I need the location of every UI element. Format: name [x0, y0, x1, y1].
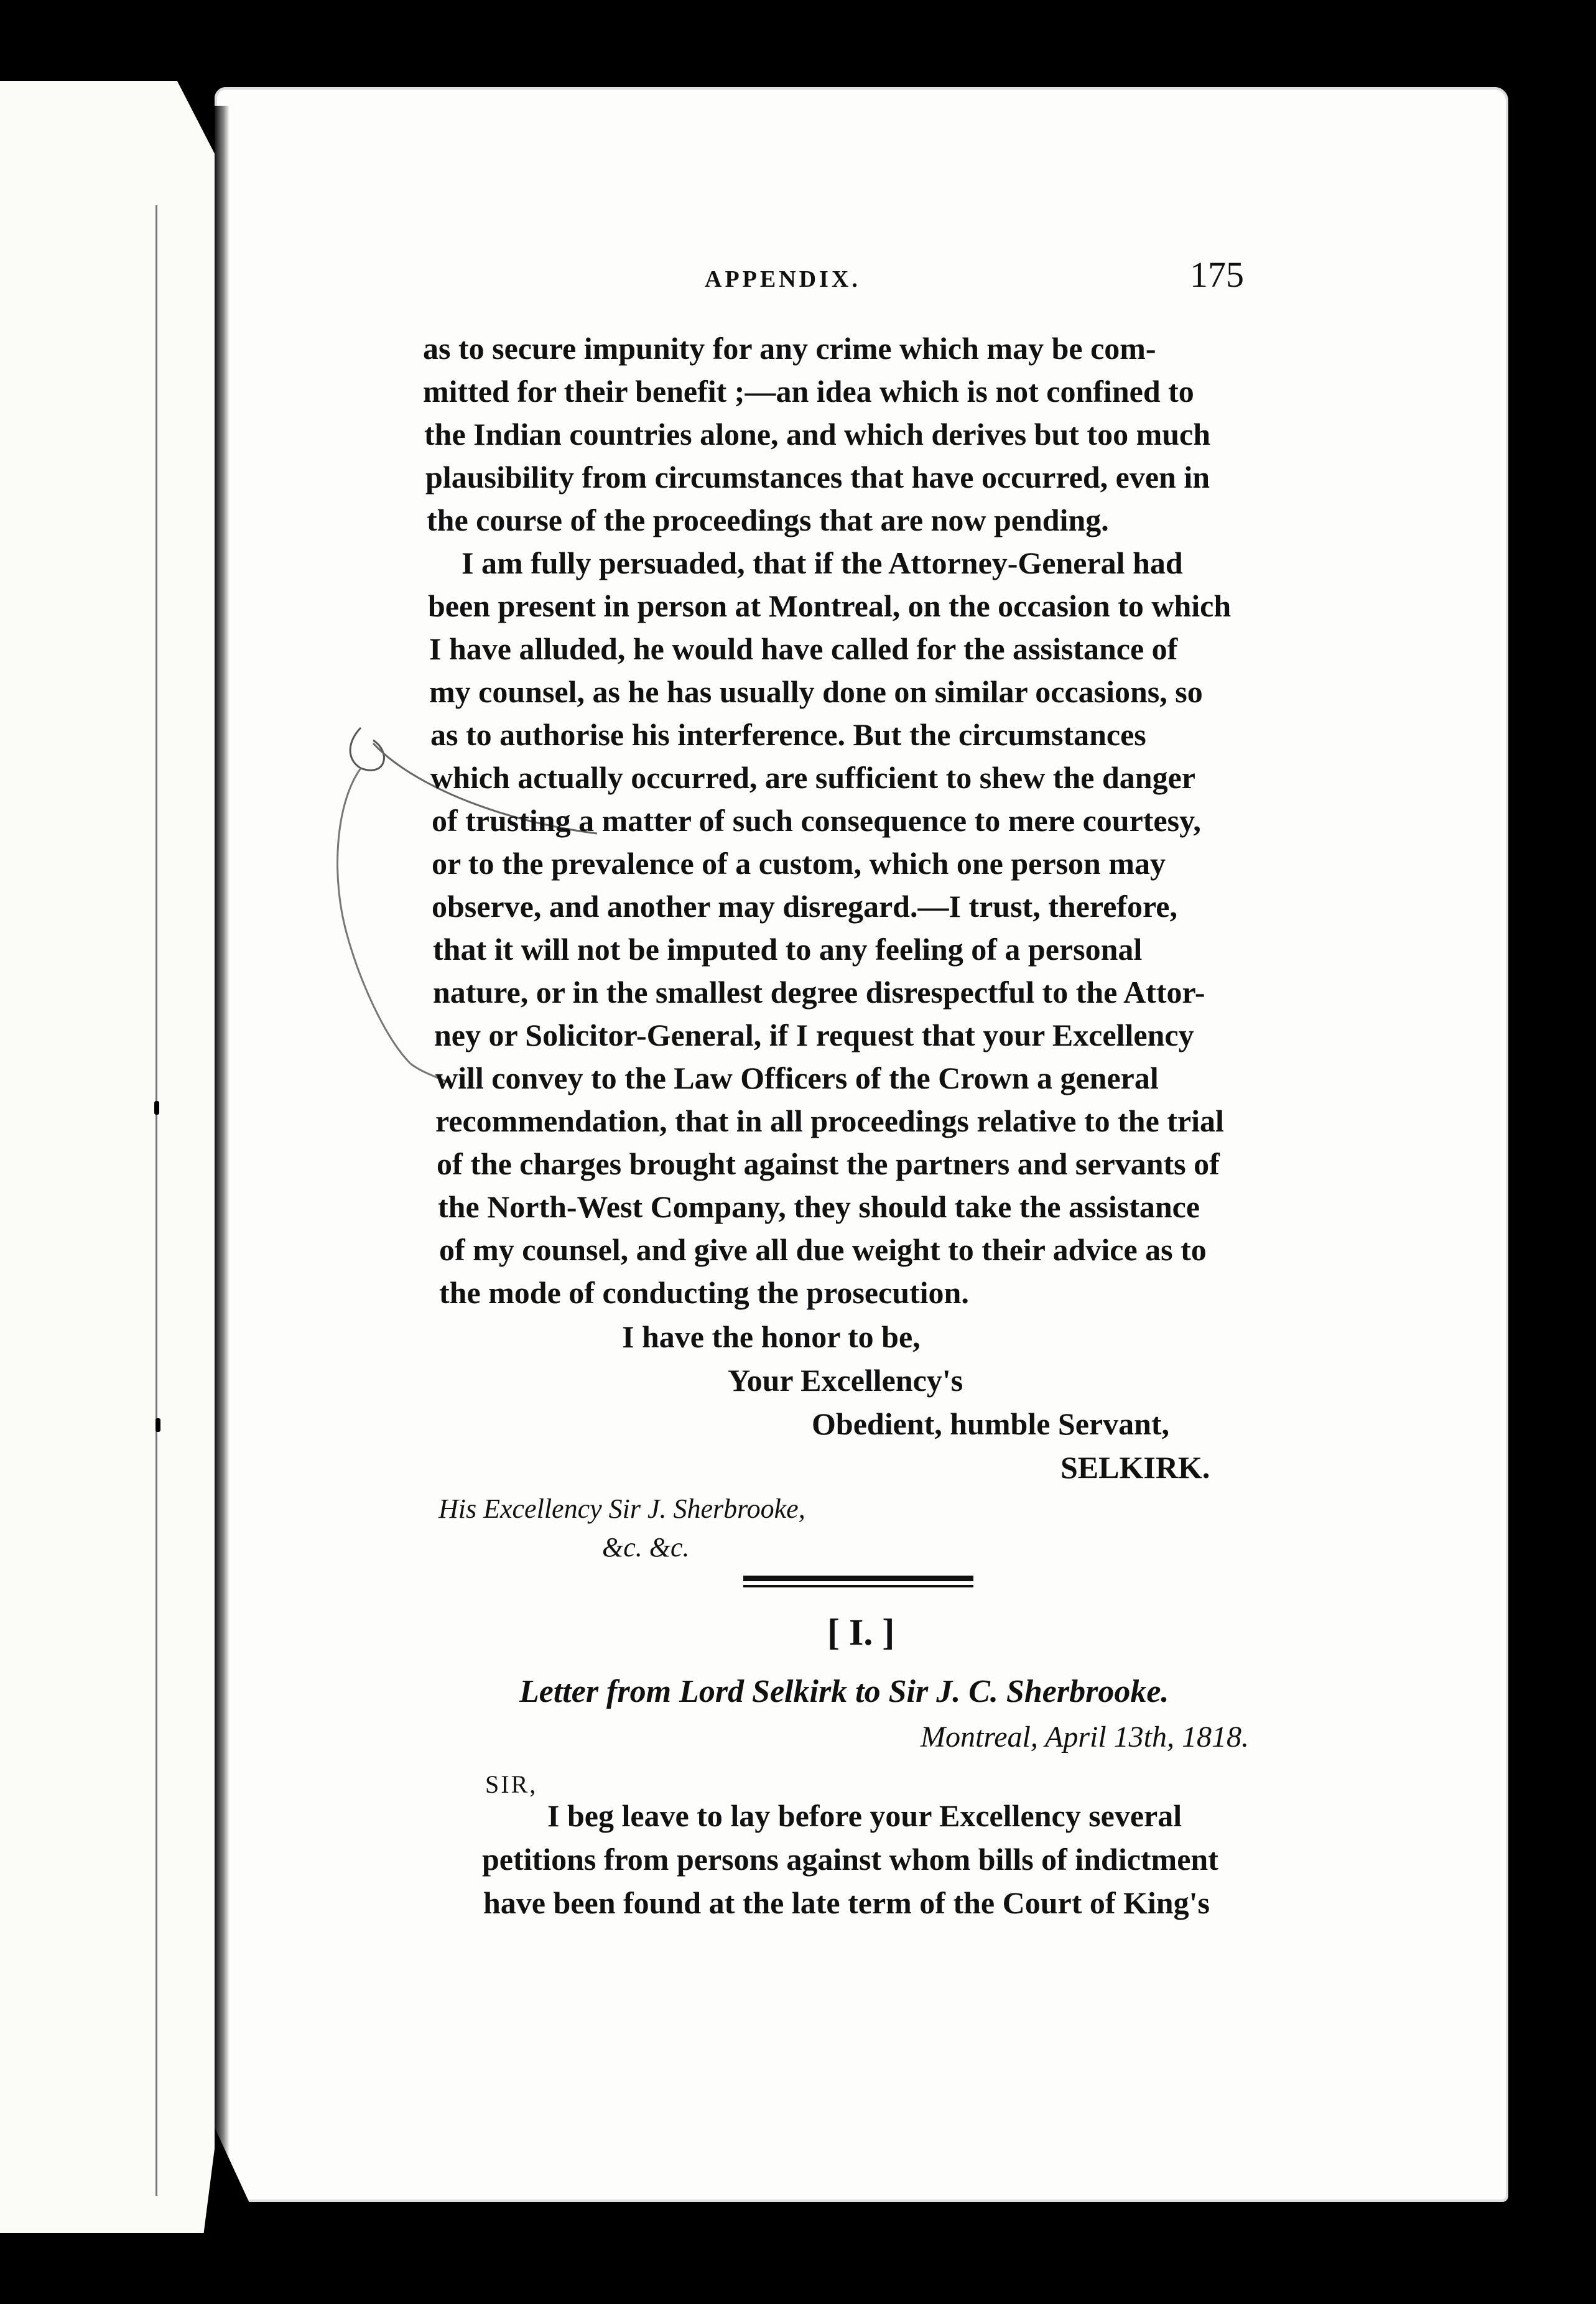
body-line: nature, or in the smallest degree disrespectful to the Attor- [433, 975, 1205, 1010]
closing-line: Your Excellency's [728, 1363, 963, 1398]
body-line: ney or Solicitor-General, if I request that your Excellency [434, 1018, 1194, 1052]
body-line: the course of the proceedings that are now pending. [427, 503, 1109, 537]
dateline: Montreal, April 13th, 1818. [921, 1721, 1249, 1754]
body-line: which actually occurred, are sufficient to shew the danger [430, 760, 1195, 795]
left-facing-page [0, 81, 221, 2233]
running-head: APPENDIX. [705, 266, 861, 292]
body-line: observe, and another may disregard.—I trust, therefore, [432, 889, 1177, 924]
body-line: as to secure impunity for any crime which may be com- [423, 331, 1156, 366]
addressee-line: &c. &c. [602, 1532, 690, 1563]
body-line: I am fully persuaded, that if the Attorney-General had [462, 546, 1183, 580]
body-line: plausibility from circumstances that have occurred, even in [425, 460, 1210, 495]
body-line: the mode of conducting the prosecution. [439, 1275, 969, 1310]
page-number: 175 [1190, 254, 1244, 295]
body-line: as to authorise his interference. But the circumstances [430, 717, 1146, 752]
closing-line: Obedient, humble Servant, [812, 1406, 1170, 1441]
signature: SELKIRK. [1060, 1450, 1210, 1485]
left-page-gutter-edge [155, 205, 182, 2196]
body-line: my counsel, as he has usually done on similar occasions, so [429, 674, 1203, 709]
body-line: of my counsel, and give all due weight to their advice as to [439, 1232, 1207, 1267]
body-line: the Indian countries alone, and which derives but too much [424, 417, 1211, 452]
body-line: recommendation, that in all proceedings relative to the trial [435, 1103, 1224, 1138]
letter-body-line: have been found at the late term of the Court of King's [483, 1885, 1210, 1920]
body-line: that it will not be imputed to any feeling of a personal [433, 932, 1143, 967]
binding-shadow [215, 106, 230, 2183]
body-line: the North-West Company, they should take the assistance [438, 1189, 1200, 1224]
closing-line: I have the honor to be, [622, 1319, 921, 1354]
addressee-line: His Excellency Sir J. Sherbrooke, [438, 1493, 805, 1524]
left-page-ink-mark [155, 1418, 160, 1432]
salutation: SIR, [485, 1770, 538, 1798]
body-line: will convey to the Law Officers of the Crown a general [435, 1061, 1159, 1095]
letter-heading: Letter from Lord Selkirk to Sir J. C. Sherbrooke. [519, 1674, 1169, 1709]
section-letter: [ I. ] [827, 1612, 895, 1653]
body-line: mitted for their benefit ;—an idea which is not confined to [423, 374, 1194, 409]
section-rule [743, 1576, 973, 1581]
body-line: of the charges brought against the partners and servants of [437, 1146, 1220, 1181]
letter-body-line: I beg leave to lay before your Excellency several [547, 1798, 1182, 1833]
body-line: been present in person at Montreal, on the occasion to which [428, 588, 1232, 623]
letter-body-line: petitions from persons against whom bills of indictment [482, 1842, 1218, 1877]
body-line: or to the prevalence of a custom, which one person may [432, 846, 1166, 881]
section-rule [743, 1585, 973, 1587]
left-page-ink-mark [154, 1101, 159, 1115]
body-line: of trusting a matter of such consequence to mere courtesy, [432, 803, 1201, 838]
body-line: I have alluded, he would have called for the assistance of [429, 631, 1178, 666]
